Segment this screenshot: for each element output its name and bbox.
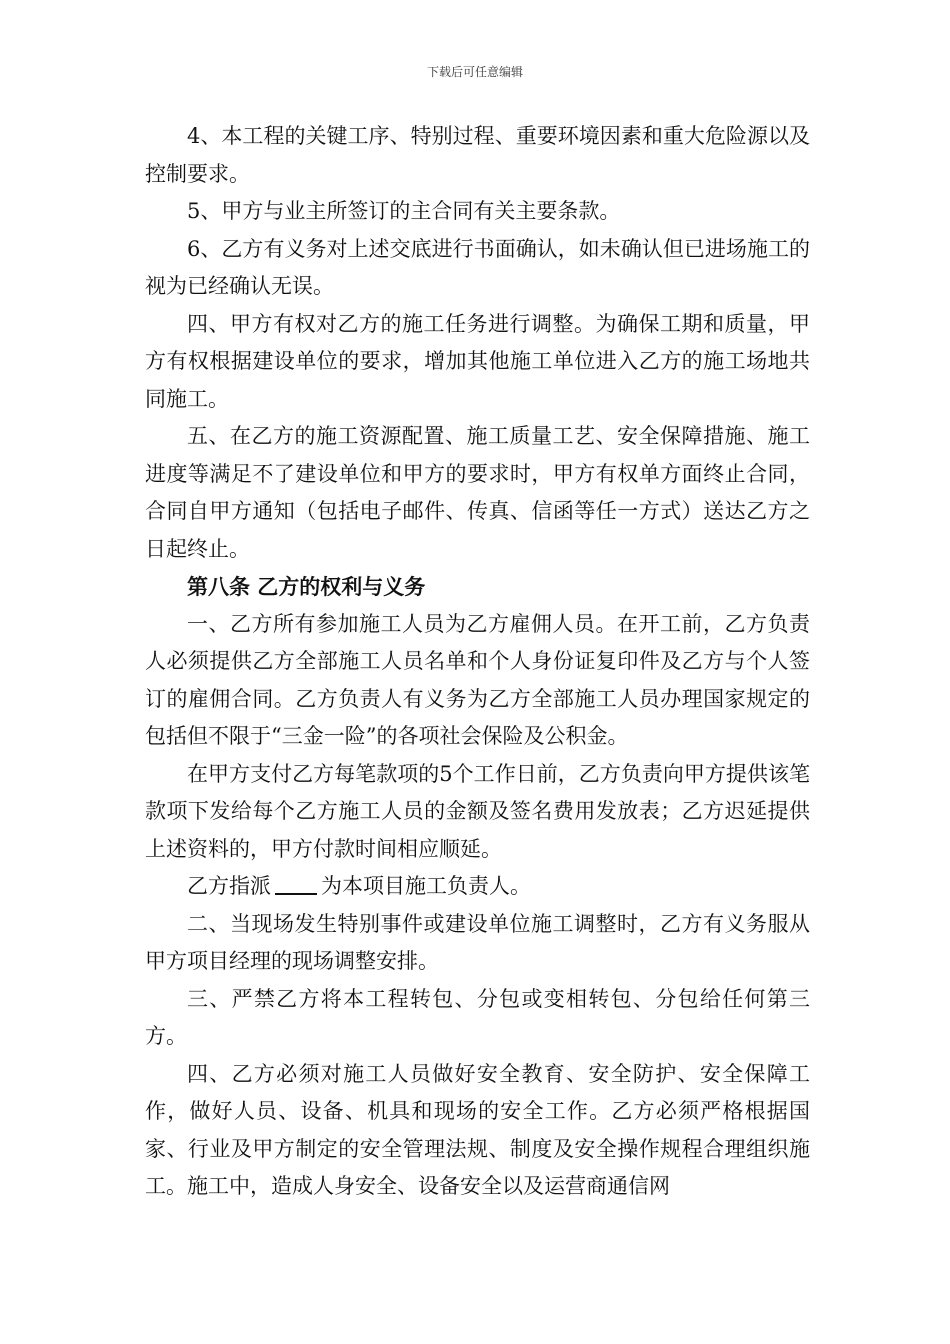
page-header: 下载后可任意编辑: [426, 65, 523, 79]
document-body: [145, 118, 810, 1206]
assignment-suffix: 为本项目施工负责人。: [321, 874, 531, 898]
clause-paragraph: 4、本工程的关键工序、特别过程、重要环境因素和重大危险源以及控制要求。: [145, 124, 810, 186]
article-heading: 第八条 乙方的权利与义务: [187, 574, 426, 599]
clause-paragraph: 三、严禁乙方将本工程转包、分包或变相转包、分包给任何第三方。: [145, 986, 810, 1048]
clause-paragraph: 二、当现场发生特别事件或建设单位施工调整时，乙方有义务服从甲方项目经理的现场调整安排。: [145, 911, 810, 973]
clause-paragraph: 6、乙方有义务对上述交底进行书面确认，如未确认但已进场施工的视为已经确认无误。: [145, 236, 810, 298]
clause-paragraph: 四、乙方必须对施工人员做好安全教育、安全防护、安全保障工作，做好人员、设备、机具和现场的安全工作。乙方必须严格根据国家、行业及甲方制定的安全管理法规、制度及安全操作规程合理组织施工。施工中，造成人身安全、设备安全以及运营商通信网: [145, 1061, 810, 1198]
fill-in-blank: [275, 873, 317, 895]
clause-paragraph: 在甲方支付乙方每笔款项的5个工作日前，乙方负责向甲方提供该笔款项下发给每个乙方施工人员的金额及签名费用发放表；乙方迟延提供上述资料的，甲方付款时间相应顺延。: [145, 761, 810, 861]
clause-paragraph: 四、甲方有权对乙方的施工任务进行调整。为确保工期和质量，甲方有权根据建设单位的要求，增加其他施工单位进入乙方的施工场地共同施工。: [145, 311, 810, 411]
clause-paragraph: 五、在乙方的施工资源配置、施工质量工艺、安全保障措施、施工进度等满足不了建设单位和甲方的要求时，甲方有权单方面终止合同，合同自甲方通知（包括电子邮件、传真、信函等任一方式）送达乙方之日起终止。: [145, 424, 810, 561]
assignment-prefix: 乙方指派: [187, 874, 271, 898]
assignment-paragraph: [145, 868, 810, 906]
clause-paragraph: 5、甲方与业主所签订的主合同有关主要条款。: [187, 199, 621, 223]
clause-paragraph: 一、乙方所有参加施工人员为乙方雇佣人员。在开工前，乙方负责人必须提供乙方全部施工人员名单和个人身份证复印件及乙方与个人签订的雇佣合同。乙方负责人有义务为乙方全部施工人员办理国家规定的包括但不限于“三金一险”的各项社会保险及公积金。: [145, 611, 810, 748]
